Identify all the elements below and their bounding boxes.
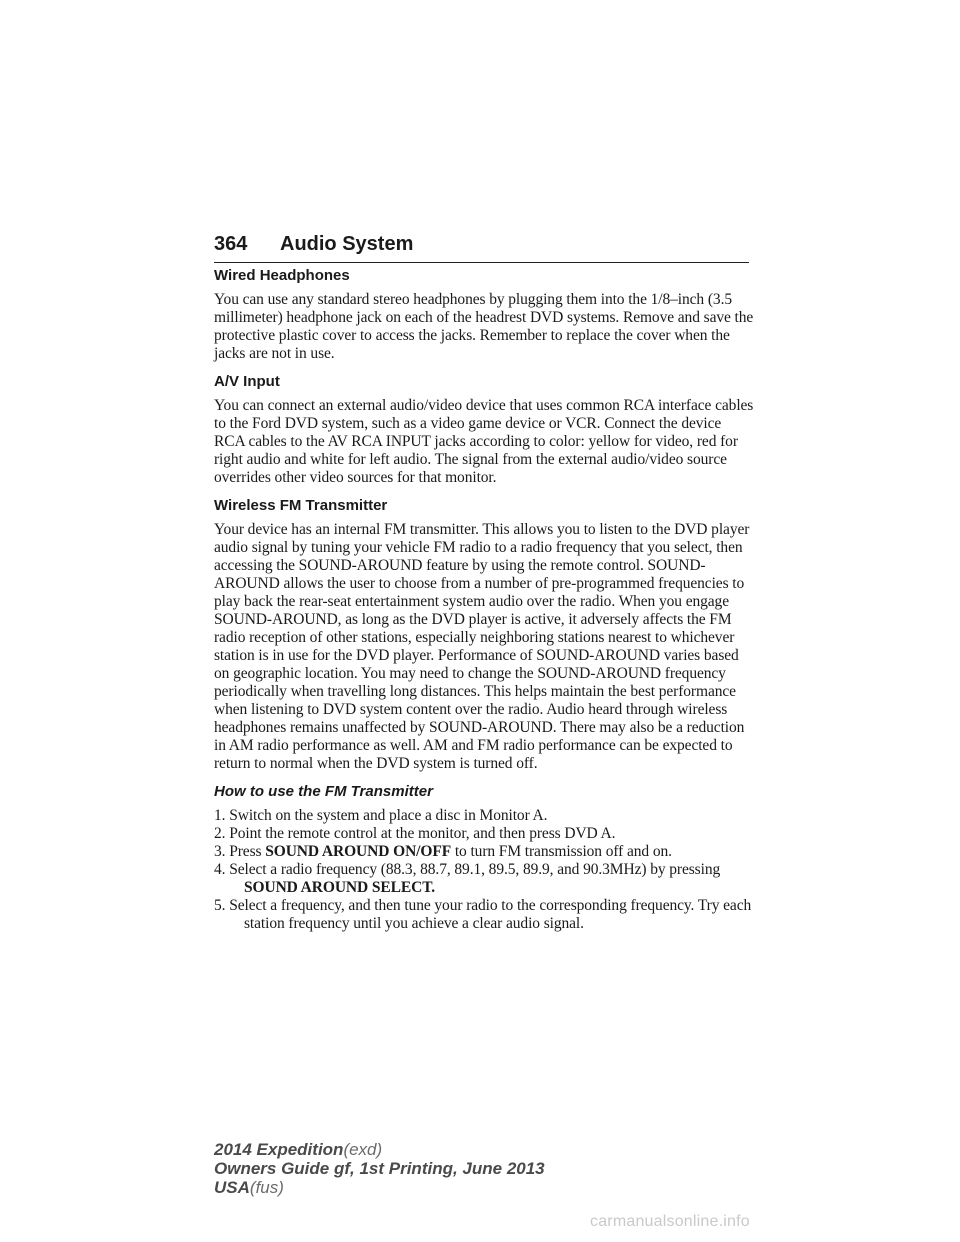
heading-wired-headphones: Wired Headphones bbox=[214, 267, 350, 284]
heading-wireless-fm: Wireless FM Transmitter bbox=[214, 497, 388, 514]
section-title: Audio System bbox=[280, 233, 414, 255]
paragraph-wired-headphones: You can use any standard stereo headphones by plugging them into the 1/8–inch (3.5 millimeter) headphone jack on each of the headrest DVD systems. Remove and save the protective plastic cover to access the jacks. Remember to replace the cover when the jacks are not in use. bbox=[214, 291, 754, 362]
list-item: 3. Press SOUND AROUND ON/OFF to turn FM transmission off and on. bbox=[214, 843, 672, 860]
watermark: carmanualsonline.info bbox=[590, 1213, 750, 1230]
list-item: 4. Select a radio frequency (88.3, 88.7, 89.1, 89.5, 89.9, and 90.3MHz) by pressing SOUND AROUND SELECT. bbox=[214, 861, 721, 896]
button-label-sound-around-select: SOUND AROUND SELECT. bbox=[244, 879, 436, 896]
page-number: 364 bbox=[214, 233, 248, 255]
footer-line-market: USA(fus) bbox=[214, 1178, 284, 1197]
heading-av-input: A/V Input bbox=[214, 373, 280, 390]
list-item: 1. Switch on the system and place a disc in Monitor A. bbox=[214, 807, 548, 824]
paragraph-wireless-fm: Your device has an internal FM transmitter. This allows you to listen to the DVD player audio signal by tuning your vehicle FM radio to a radio frequency that you select, then accessing the SOUND-AROUND feature by using the remote control. SOUND-AROUND allows the user to choose from a number of pre-programmed frequencies to play back the rear-seat entertainment system audio over the radio. When you engage SOUND-AROUND, as long as the DVD player is active, it adversely affects the FM radio reception of other stations, especially neighboring stations nearest to whichever station is in use for the DVD player. Performance of SOUND-AROUND varies based on geographic location. You may need to change the SOUND-AROUND frequency periodically when travelling long distances. This helps maintain the best performance when listening to DVD system content over the radio. Audio heard through wireless headphones remains unaffected by SOUND-AROUND. There may also be a reduction in AM radio performance as well. AM and FM radio performance can be expected to return to normal when the DVD system is turned off. bbox=[214, 521, 750, 772]
page-content bbox=[214, 266, 754, 933]
list-item: 5. Select a frequency, and then tune your radio to the corresponding frequency. Try each station frequency until you achieve a clear audio signal. bbox=[214, 897, 752, 932]
footer-line-model: 2014 Expedition(exd) bbox=[214, 1140, 383, 1159]
heading-how-to-use: How to use the FM Transmitter bbox=[214, 783, 433, 800]
list-item: 2. Point the remote control at the monitor, and then press DVD A. bbox=[214, 825, 616, 842]
button-label-sound-around-on-off: SOUND AROUND ON/OFF bbox=[265, 843, 452, 860]
paragraph-av-input: You can connect an external audio/video device that uses common RCA interface cables to the Ford DVD system, such as a video game device or VCR. Connect the device RCA cables to the AV RCA INPUT jacks according to color: yellow for video, red for right audio and white for left audio. The signal from the external audio/video source overrides other video sources for that monitor. bbox=[214, 397, 754, 486]
page-header bbox=[214, 230, 749, 263]
steps-list bbox=[214, 807, 754, 933]
page-footer bbox=[214, 1140, 545, 1197]
footer-line-printing: Owners Guide gf, 1st Printing, June 2013 bbox=[214, 1159, 545, 1178]
